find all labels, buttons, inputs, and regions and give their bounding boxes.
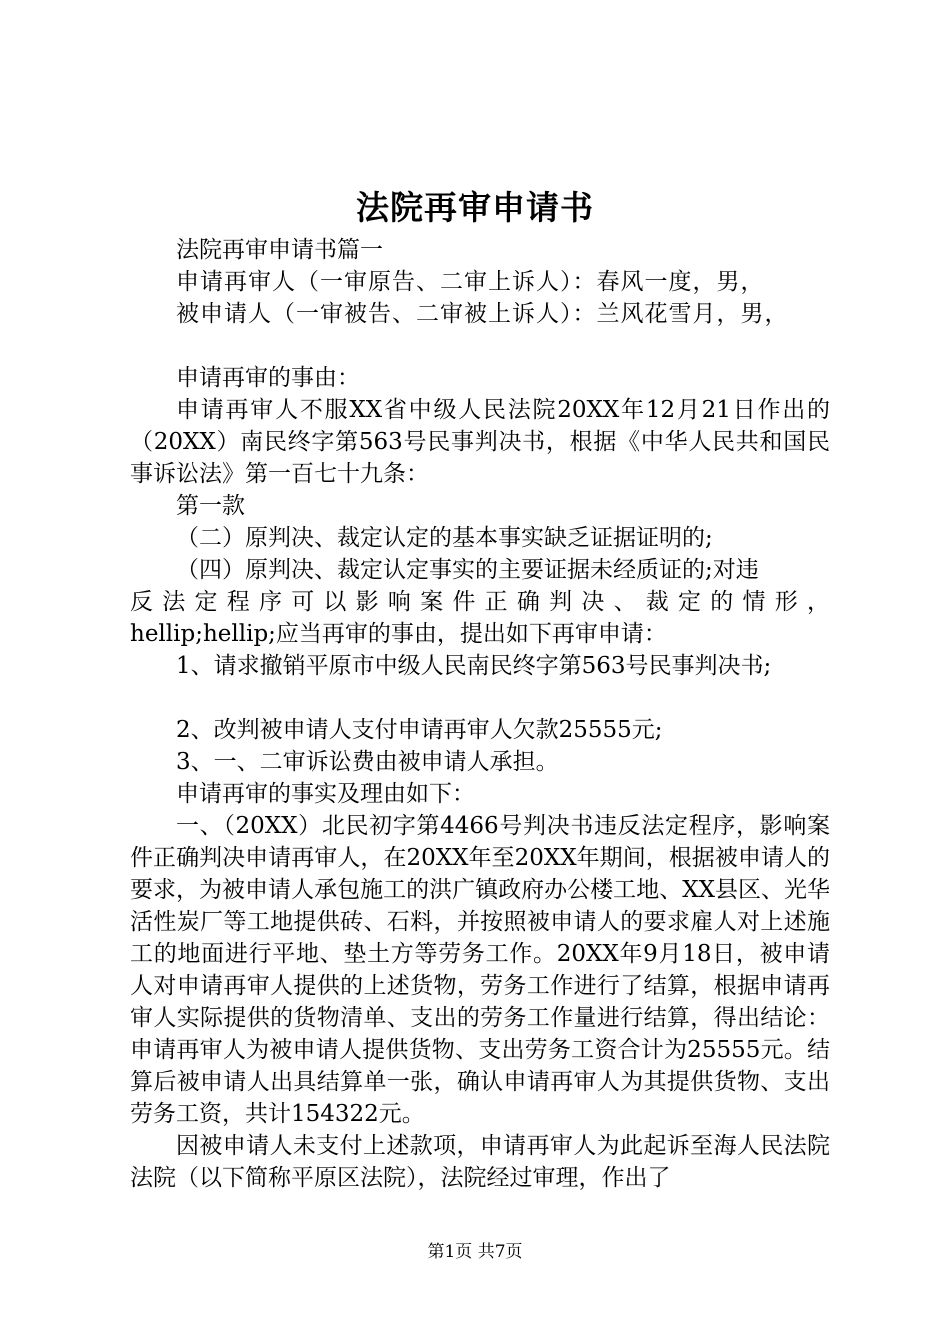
document-title: 法院再审申请书 — [356, 188, 594, 227]
paragraph-reason-intro: 申请再审人不服XX省中级人民法院20XX年12月21日作出的（20XX）南民终字第563号民事判决书，根据《中华人民共和国民事诉讼法》第一百七十九条： — [130, 397, 830, 487]
paragraph-facts-one: 一、（20XX）北民初字第4466号判决书违反法定程序，影响案件正确判决申请再审人，在20XX年至20XX年期间，根据被申请人的要求，为被申请人承包施工的洪广镇政府办公楼工地、XX县区、光华活性炭厂等工地提供砖、石料，并按照被申请人的要求雇人对上述施工的地面进行平地、垫土方等劳务工作。20XX年9月18日，被申请人对申请再审人提供的上述货物，劳务工作进行了结算，根据申请再审人实际提供的货物清单、支出的劳务工作量进行结算，得出结论：申请再审人为被申请人提供货物、支出劳务工资合计为25555元。结算后被申请人出具结算单一张，确认申请再审人为其提供货物、支出劳务工资，共计154322元。 — [130, 813, 830, 1127]
paragraph-facts-two: 因被申请人未支付上述款项，申请再审人为此起诉至海人民法院法院（以下简称平原区法院），法院经过审理，作出了 — [130, 1133, 830, 1191]
paragraph-request-two: 2、改判被申请人支付申请再审人欠款25555元; — [176, 717, 663, 743]
paragraph-respondent: 被申请人（一审被告、二审被上诉人）：兰风花雪月，男， — [176, 301, 789, 327]
paragraph-request-three: 3、一、二审诉讼费由被申请人承担。 — [176, 749, 559, 775]
page-indicator: 第1页 共7页 — [427, 1242, 523, 1262]
paragraph-applicant: 申请再审人（一审原告、二审上诉人）：春风一度，男， — [176, 269, 765, 295]
document-body — [130, 234, 830, 1194]
paragraph-clause-four: （四）原判决、裁定认定事实的主要证据未经质证的;对违 — [176, 557, 759, 583]
paragraph-facts-heading: 申请再审的事实及理由如下： — [176, 781, 475, 807]
paragraph-request-one: 1、请求撤销平原市中级人民南民终字第563号民事判决书; — [176, 653, 772, 679]
paragraph-hellip-line: hellip;hellip;应当再审的事由，提出如下再审申请： — [130, 621, 667, 647]
paragraph-reason-heading: 申请再审的事由： — [176, 365, 360, 391]
paragraph-clause-one: 第一款 — [176, 493, 245, 519]
paragraph-clause-two: （二）原判决、裁定认定的基本事实缺乏证据证明的; — [176, 525, 713, 551]
paragraph-procedure-line: 反法定程序可以影响案件正确判决、裁定的情形， — [130, 589, 830, 615]
paragraph-subtitle: 法院再审申请书篇一 — [176, 237, 383, 263]
